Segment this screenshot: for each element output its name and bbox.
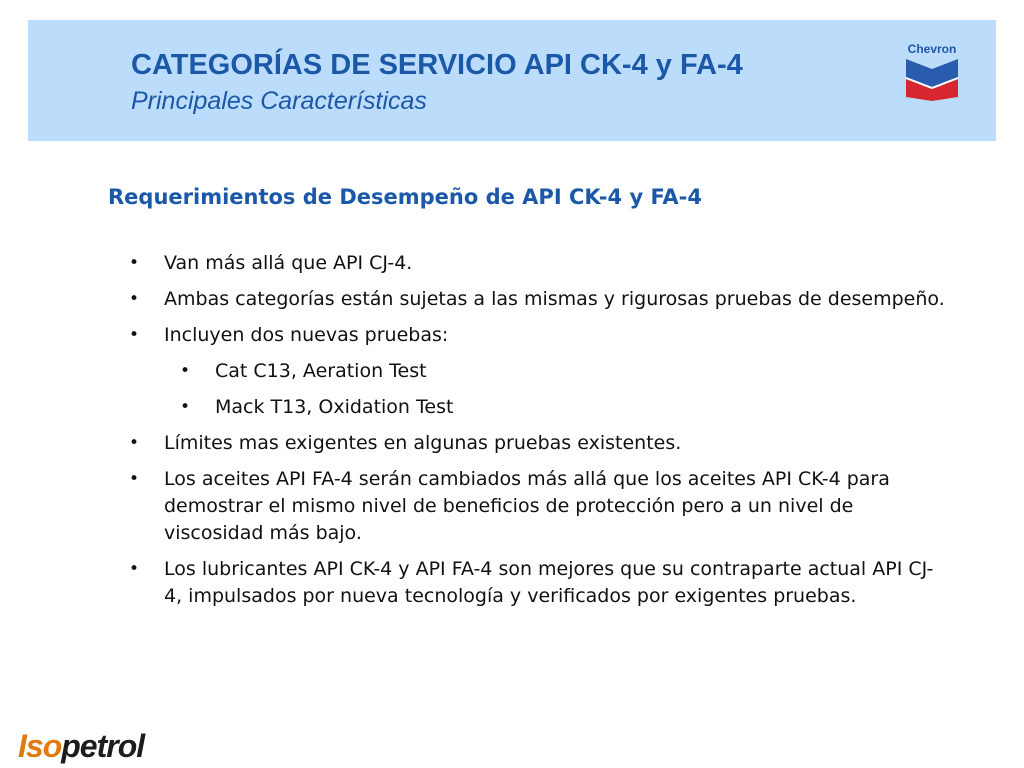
list-item [127,250,947,277]
sub-list-item [178,358,935,385]
list-item-text: Los lubricantes API CK-4 y API FA-4 son mejores que su contraparte actual API CJ-4, impulsados por nueva tecnología y verificados por exigentes pruebas. [164,558,934,607]
list-item-text: Ambas categorías están sujetas a las mismas y rigurosas pruebas de desempeño. [164,288,945,310]
bullet-dot: • [129,253,140,273]
chevron-logo-text: Chevron [907,42,957,56]
bullet-dot: • [129,559,140,579]
bullet-dot: • [129,325,140,345]
bullet-dot: • [129,469,140,489]
list-item [127,466,947,547]
list-item-text: Mack T13, Oxidation Test [215,396,454,418]
list-item [127,556,947,610]
list-item-text: Van más allá que API CJ-4. [164,252,413,274]
list-item-text: Cat C13, Aeration Test [215,360,427,382]
list-item-text: Incluyen dos nuevas pruebas: [164,324,449,346]
list-item-text: Los aceites API FA-4 serán cambiados más allá que los aceites API CK-4 para demostrar el mismo nivel de beneficios de protección pero a un nivel de viscosidad más bajo. [164,468,890,544]
bullet-dot: • [180,397,191,417]
slide-title: CATEGORÍAS DE SERVICIO API CK-4 y FA-4 [131,49,743,81]
section-heading: Requerimientos de Desempeño de API CK-4 y FA-4 [108,185,702,209]
bullet-dot: • [129,289,140,309]
list-item [127,286,947,313]
isopetrol-logo-petrol: petrol [61,728,145,764]
isopetrol-logo-iso: Iso [18,728,62,764]
bullet-list [127,250,947,619]
chevron-logo [902,42,962,100]
bullet-dot: • [180,361,191,381]
list-item-text: Límites mas exigentes en algunas pruebas existentes. [164,432,682,454]
slide-subtitle: Principales Características [131,87,427,115]
isopetrol-logo [18,728,144,765]
list-item [127,322,947,349]
list-item [127,430,947,457]
bullet-dot: • [129,433,140,453]
sub-list-item [178,394,935,421]
chevron-hallmark-icon [904,57,960,101]
